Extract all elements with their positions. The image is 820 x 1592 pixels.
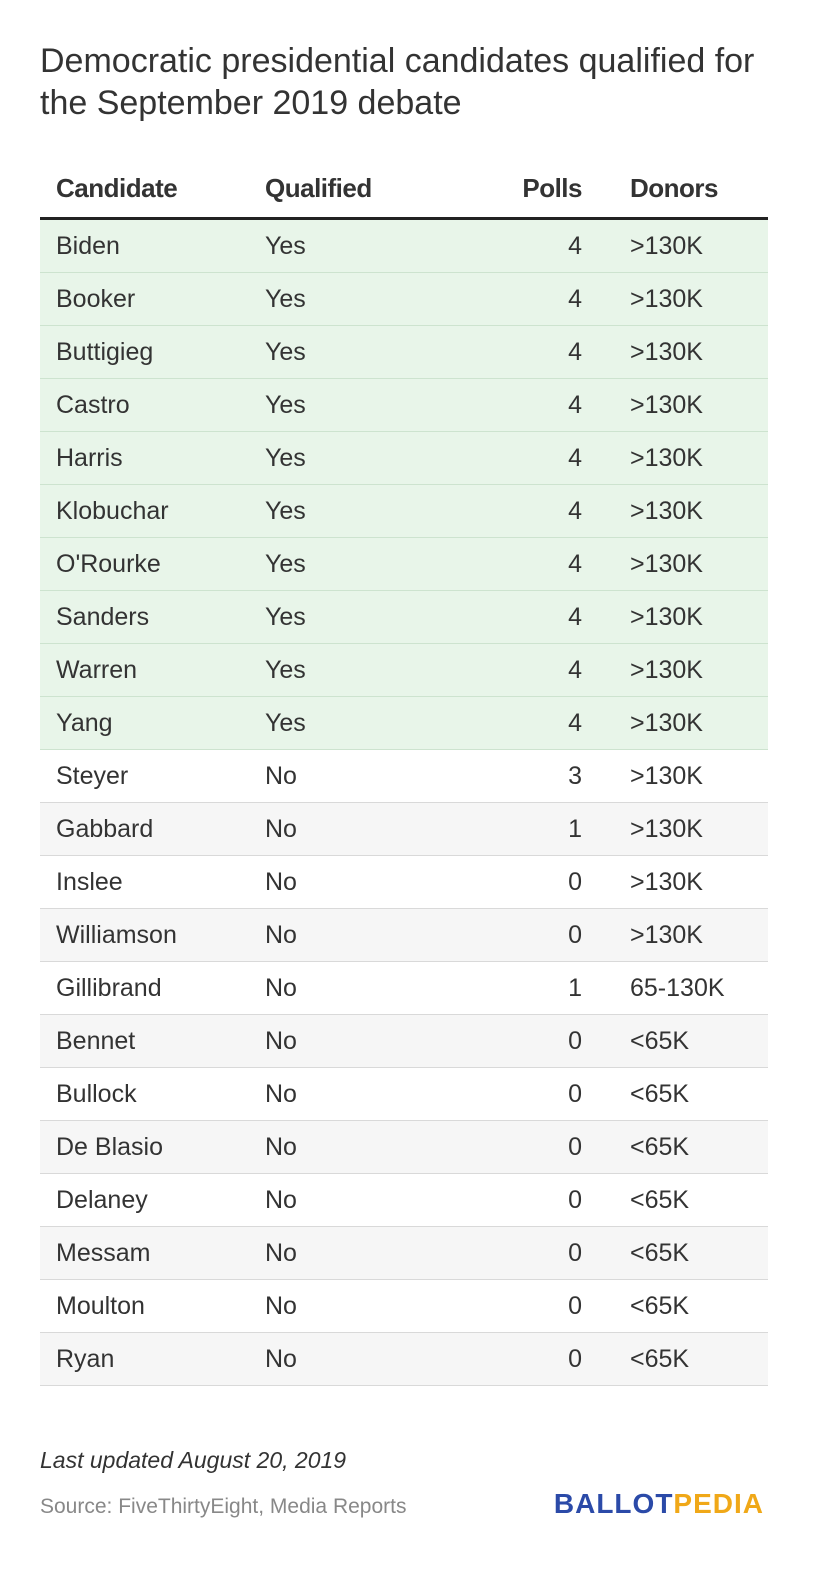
header-qualified: Qualified bbox=[265, 173, 372, 203]
polls-cell: 4 bbox=[568, 443, 582, 472]
qualified-cell: No bbox=[265, 867, 297, 896]
qualified-cell: No bbox=[265, 1185, 297, 1214]
qualified-cell: Yes bbox=[265, 549, 306, 578]
table-row bbox=[40, 1121, 768, 1174]
header-polls: Polls bbox=[522, 173, 582, 203]
qualified-cell: Yes bbox=[265, 231, 306, 260]
table-row bbox=[40, 1068, 768, 1121]
qualified-cell: Yes bbox=[265, 655, 306, 684]
polls-cell: 0 bbox=[568, 1344, 582, 1373]
polls-cell: 3 bbox=[568, 761, 582, 790]
table-row bbox=[40, 273, 768, 326]
polls-cell: 0 bbox=[568, 1079, 582, 1108]
table-row bbox=[40, 750, 768, 803]
donors-cell: <65K bbox=[630, 1185, 690, 1214]
polls-cell: 4 bbox=[568, 390, 582, 419]
polls-cell: 4 bbox=[568, 708, 582, 737]
logo-part-pedia: PEDIA bbox=[673, 1488, 764, 1519]
qualified-cell: Yes bbox=[265, 390, 306, 419]
polls-cell: 0 bbox=[568, 867, 582, 896]
table-row bbox=[40, 432, 768, 485]
candidate-cell: Inslee bbox=[56, 867, 123, 896]
candidate-cell: Biden bbox=[56, 231, 120, 260]
qualified-cell: Yes bbox=[265, 496, 306, 525]
qualified-cell: No bbox=[265, 1344, 297, 1373]
candidate-cell: Klobuchar bbox=[56, 496, 169, 525]
polls-cell: 1 bbox=[568, 973, 582, 1002]
table-body bbox=[40, 220, 768, 1386]
table-row bbox=[40, 379, 768, 432]
candidate-cell: Gabbard bbox=[56, 814, 154, 843]
candidate-cell: Williamson bbox=[56, 920, 177, 949]
qualified-cell: Yes bbox=[265, 284, 306, 313]
candidate-cell: Sanders bbox=[56, 602, 150, 631]
candidate-cell: Messam bbox=[56, 1238, 151, 1267]
source-note: Source: FiveThirtyEight, Media Reports bbox=[40, 1495, 407, 1518]
donors-cell: >130K bbox=[630, 814, 703, 843]
polls-cell: 1 bbox=[568, 814, 582, 843]
donors-cell: >130K bbox=[630, 655, 703, 684]
qualified-cell: No bbox=[265, 814, 297, 843]
qualified-cell: Yes bbox=[265, 337, 306, 366]
polls-cell: 4 bbox=[568, 231, 582, 260]
table-row bbox=[40, 644, 768, 697]
table-header bbox=[40, 160, 768, 220]
polls-cell: 0 bbox=[568, 1238, 582, 1267]
table-row bbox=[40, 962, 768, 1015]
candidate-cell: Gillibrand bbox=[56, 973, 162, 1002]
table-row bbox=[40, 538, 768, 591]
donors-cell: <65K bbox=[630, 1132, 690, 1161]
donors-cell: >130K bbox=[630, 231, 703, 260]
polls-cell: 0 bbox=[568, 1026, 582, 1055]
table-row bbox=[40, 1174, 768, 1227]
table-row bbox=[40, 1280, 768, 1333]
donors-cell: <65K bbox=[630, 1238, 690, 1267]
header-candidate: Candidate bbox=[56, 173, 178, 203]
table-row bbox=[40, 485, 768, 538]
candidate-cell: Bullock bbox=[56, 1079, 137, 1108]
donors-cell: <65K bbox=[630, 1344, 690, 1373]
donors-cell: >130K bbox=[630, 920, 703, 949]
donors-cell: >130K bbox=[630, 549, 703, 578]
candidate-cell: Bennet bbox=[56, 1026, 136, 1055]
candidate-cell: Harris bbox=[56, 443, 123, 472]
table-row bbox=[40, 591, 768, 644]
candidate-cell: Delaney bbox=[56, 1185, 148, 1214]
qualified-cell: Yes bbox=[265, 443, 306, 472]
polls-cell: 0 bbox=[568, 1185, 582, 1214]
table-row bbox=[40, 803, 768, 856]
qualified-cell: No bbox=[265, 920, 297, 949]
polls-cell: 0 bbox=[568, 1132, 582, 1161]
table-row bbox=[40, 1227, 768, 1280]
polls-cell: 4 bbox=[568, 284, 582, 313]
chart-title: Democratic presidential candidates qualified for the September 2019 debate bbox=[40, 42, 755, 122]
donors-cell: >130K bbox=[630, 496, 703, 525]
donors-cell: >130K bbox=[630, 602, 703, 631]
candidates-table bbox=[40, 160, 768, 1386]
donors-cell: >130K bbox=[630, 337, 703, 366]
candidate-cell: Steyer bbox=[56, 761, 129, 790]
donors-cell: >130K bbox=[630, 708, 703, 737]
qualified-cell: No bbox=[265, 1291, 297, 1320]
qualified-cell: No bbox=[265, 1132, 297, 1161]
polls-cell: 4 bbox=[568, 655, 582, 684]
donors-cell: >130K bbox=[630, 867, 703, 896]
donors-cell: >130K bbox=[630, 443, 703, 472]
donors-cell: >130K bbox=[630, 390, 703, 419]
table-row bbox=[40, 697, 768, 750]
qualified-cell: No bbox=[265, 973, 297, 1002]
ballotpedia-logo bbox=[554, 1488, 764, 1520]
candidate-cell: De Blasio bbox=[56, 1132, 163, 1161]
polls-cell: 4 bbox=[568, 602, 582, 631]
last-updated: Last updated August 20, 2019 bbox=[40, 1447, 347, 1473]
candidate-cell: Yang bbox=[56, 708, 113, 737]
polls-cell: 0 bbox=[568, 920, 582, 949]
donors-cell: <65K bbox=[630, 1291, 690, 1320]
donors-cell: <65K bbox=[630, 1079, 690, 1108]
candidate-cell: Castro bbox=[56, 390, 130, 419]
qualified-cell: Yes bbox=[265, 602, 306, 631]
donors-cell: 65-130K bbox=[630, 973, 725, 1002]
header-donors: Donors bbox=[630, 173, 718, 203]
qualified-cell: Yes bbox=[265, 708, 306, 737]
table-row bbox=[40, 220, 768, 273]
polls-cell: 4 bbox=[568, 337, 582, 366]
table-row bbox=[40, 856, 768, 909]
qualified-cell: No bbox=[265, 1026, 297, 1055]
candidate-cell: Buttigieg bbox=[56, 337, 154, 366]
table-row bbox=[40, 1015, 768, 1068]
candidate-cell: Warren bbox=[56, 655, 138, 684]
logo-part-ballot: BALLOT bbox=[553, 1488, 674, 1519]
polls-cell: 4 bbox=[568, 549, 582, 578]
qualified-cell: No bbox=[265, 761, 297, 790]
donors-cell: <65K bbox=[630, 1026, 690, 1055]
qualified-cell: No bbox=[265, 1079, 297, 1108]
table-row bbox=[40, 1333, 768, 1386]
donors-cell: >130K bbox=[630, 284, 703, 313]
candidate-cell: Booker bbox=[56, 284, 136, 313]
donors-cell: >130K bbox=[630, 761, 703, 790]
table-row bbox=[40, 326, 768, 379]
candidate-cell: Moulton bbox=[56, 1291, 145, 1320]
polls-cell: 4 bbox=[568, 496, 582, 525]
table-row bbox=[40, 909, 768, 962]
polls-cell: 0 bbox=[568, 1291, 582, 1320]
candidate-cell: Ryan bbox=[56, 1344, 115, 1373]
qualified-cell: No bbox=[265, 1238, 297, 1267]
candidate-cell: O'Rourke bbox=[56, 549, 161, 578]
